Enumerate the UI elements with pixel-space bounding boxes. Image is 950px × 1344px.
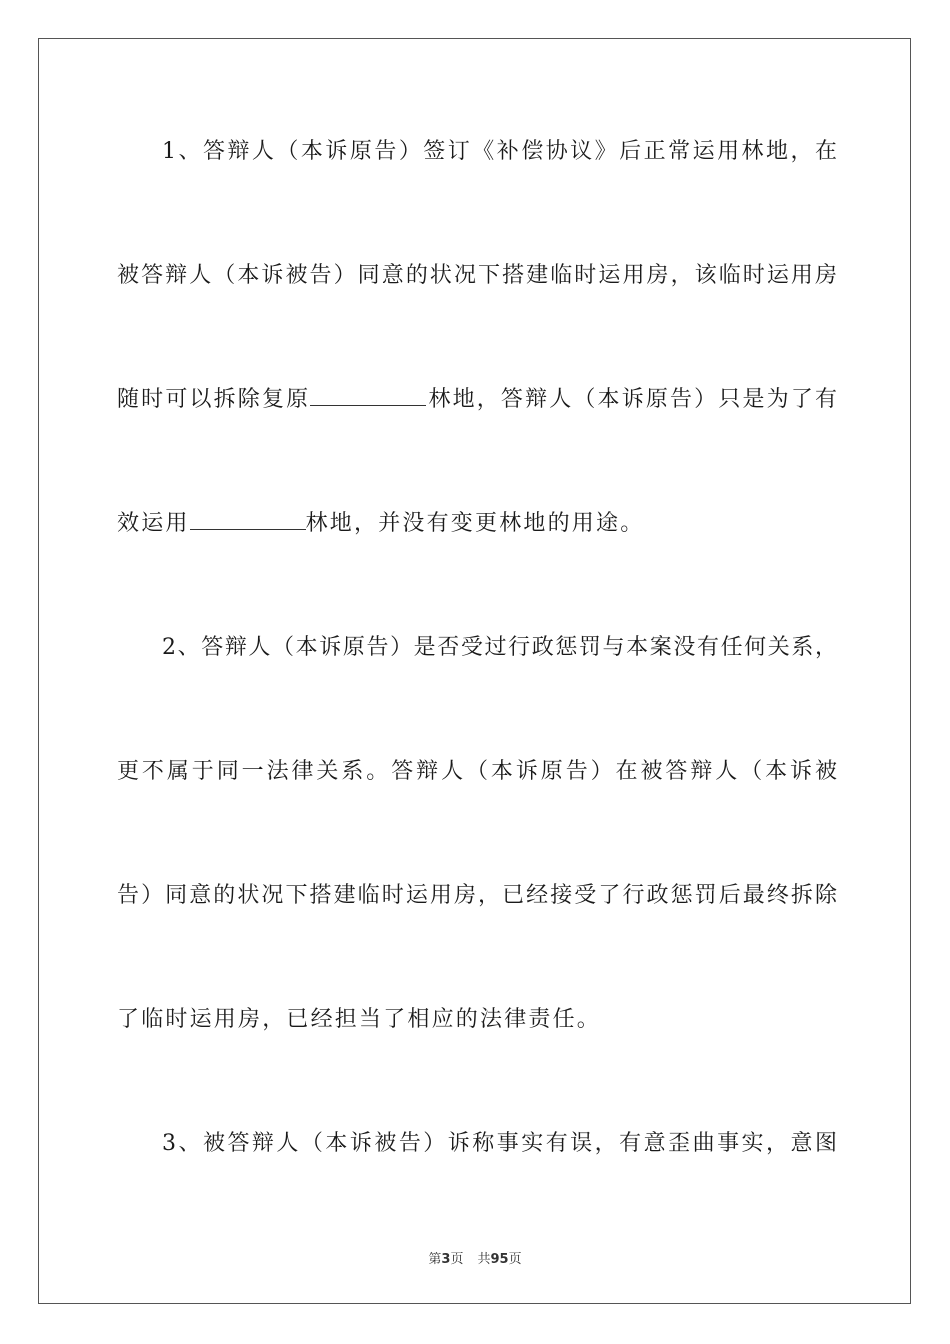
page-number: 3 [441, 1252, 451, 1267]
paragraph-2-line-3: 告）同意的状况下搭建临时运用房，已经接受了行政惩罚后最终拆除 [117, 883, 837, 908]
fill-in-blank [190, 509, 306, 530]
paragraph-1-line-4-end: 林地，并没有变更林地的用途。 [305, 511, 645, 536]
total-suffix: 页 [508, 1252, 522, 1267]
paragraph-3-line-1: 3、被答辩人（本诉被告）诉称事实有误，有意歪曲事实，意图 [162, 1131, 837, 1156]
paragraph-1-line-3-end: 林地，答辩人（本诉原告）只是为了有 [426, 387, 837, 412]
page-footer [0, 1248, 950, 1267]
fill-in-blank [310, 385, 426, 406]
paragraph-2-line-1: 2、答辩人（本诉原告）是否受过行政惩罚与本案没有任何关系， [162, 635, 837, 660]
page-frame [38, 38, 911, 1304]
total-pages: 95 [490, 1252, 509, 1267]
page-suffix: 页 [450, 1252, 464, 1267]
total-prefix: 共 [477, 1252, 491, 1267]
paragraph-2-line-4: 了临时运用房，已经担当了相应的法律责任。 [117, 1007, 602, 1032]
paragraph-1-line-2: 被答辩人（本诉被告）同意的状况下搭建临时运用房，该临时运用房 [117, 263, 837, 288]
page-prefix: 第 [428, 1252, 442, 1267]
paragraph-2-line-2: 更不属于同一法律关系。答辩人（本诉原告）在被答辩人（本诉被 [117, 759, 837, 784]
paragraph-1-line-4 [117, 509, 837, 539]
paragraph-1-line-4-start: 效运用 [117, 511, 190, 536]
paragraph-1-line-3-start: 随时可以拆除复原 [117, 387, 311, 412]
paragraph-1-line-1: 1、答辩人（本诉原告）签订《补偿协议》后正常运用林地，在 [162, 139, 837, 164]
paragraph-1-line-3 [117, 385, 837, 415]
